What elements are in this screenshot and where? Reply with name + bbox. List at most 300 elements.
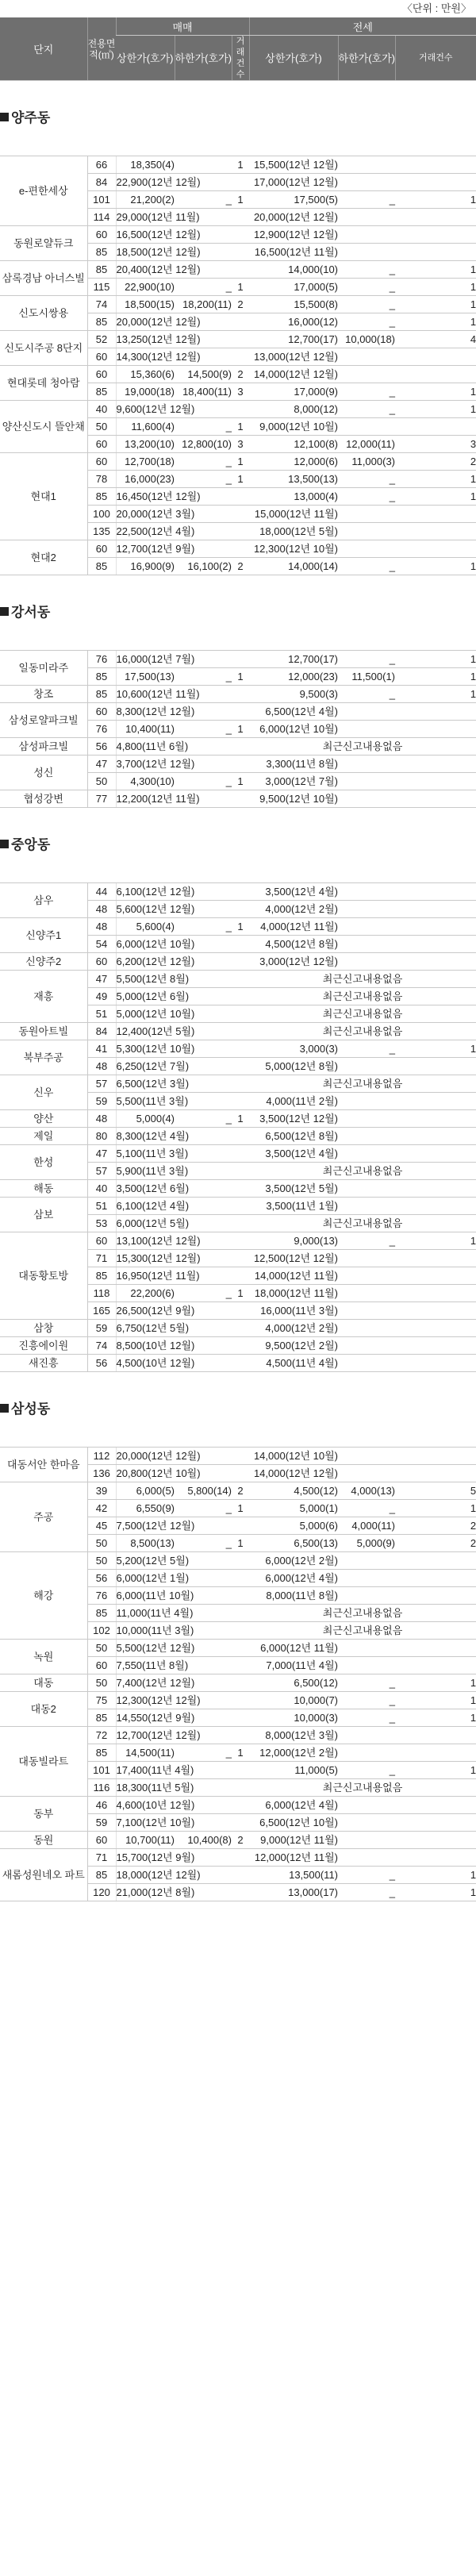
sale-count xyxy=(232,1465,249,1482)
complex-name: 진흥에이원 xyxy=(0,1337,87,1355)
table-row xyxy=(0,1180,476,1198)
sale-upper: 19,000(18) xyxy=(116,383,175,401)
sale-count xyxy=(232,1849,249,1867)
table-row xyxy=(0,953,476,971)
area-value: 85 xyxy=(87,1709,116,1727)
sale-count xyxy=(232,936,249,953)
sale-upper: 13,250(12년 12월) xyxy=(116,331,175,348)
sale-count xyxy=(232,226,249,244)
rent-count: 2 xyxy=(395,1535,476,1552)
sale-upper: 14,300(12년 12월) xyxy=(116,348,175,366)
area-value: 50 xyxy=(87,418,116,436)
area-value: 56 xyxy=(87,1570,116,1587)
area-value: 44 xyxy=(87,883,116,901)
complex-name: 신양주2 xyxy=(0,953,87,971)
area-value: 48 xyxy=(87,1110,116,1128)
rent-upper: 9,500(3) xyxy=(249,686,338,703)
sale-count xyxy=(232,703,249,721)
rent-upper: 6,500(12년 4월) xyxy=(249,703,338,721)
sale-upper: 12,700(12년 12월) xyxy=(116,1727,175,1744)
rent-count: 1 xyxy=(395,191,476,209)
rent-upper: 12,000(23) xyxy=(249,668,338,686)
rent-count: 1 xyxy=(395,1674,476,1692)
rent-count xyxy=(395,1849,476,1867)
area-value: 46 xyxy=(87,1797,116,1814)
rent-count: 1 xyxy=(395,471,476,488)
col-sale-upper: 상한가(호가) xyxy=(116,36,175,81)
sale-upper: 16,500(12년 12월) xyxy=(116,226,175,244)
rent-lower xyxy=(338,244,395,261)
sale-upper: 22,900(12년 12월) xyxy=(116,174,175,191)
table-row xyxy=(0,331,476,348)
sale-count xyxy=(232,1180,249,1198)
area-value: 50 xyxy=(87,1640,116,1657)
complex-name: 대동 xyxy=(0,1674,87,1692)
rent-upper: 12,000(6) xyxy=(249,453,338,471)
area-value: 47 xyxy=(87,755,116,773)
sale-upper: 6,100(12년 12월) xyxy=(116,883,175,901)
rent-upper: 17,000(9) xyxy=(249,383,338,401)
section-title xyxy=(0,81,476,156)
area-value: 45 xyxy=(87,1517,116,1535)
area-value: 101 xyxy=(87,1762,116,1779)
rent-upper: 최근신고내용없음 xyxy=(249,1005,476,1023)
rent-lower xyxy=(338,1093,395,1110)
rent-lower: _ xyxy=(338,191,395,209)
rent-count: 2 xyxy=(395,453,476,471)
rent-count xyxy=(395,1198,476,1215)
rent-lower: _ xyxy=(338,1692,395,1709)
complex-name: 동원로얄듀크 xyxy=(0,226,87,261)
sale-upper: 5,500(12년 8월) xyxy=(116,971,175,988)
sale-upper: 12,200(12년 11월) xyxy=(116,790,175,808)
rent-upper: 최근신고내용없음 xyxy=(249,1023,476,1040)
sale-lower: _ xyxy=(175,1110,232,1128)
sale-upper: 6,000(12년 5월) xyxy=(116,1215,175,1232)
area-value: 48 xyxy=(87,1058,116,1075)
rent-count: 1 xyxy=(395,383,476,401)
area-value: 71 xyxy=(87,1250,116,1267)
rent-lower xyxy=(338,790,395,808)
sale-count: 1 xyxy=(232,721,249,738)
rent-upper: 6,000(12년 4월) xyxy=(249,1570,338,1587)
rent-upper: 7,000(11년 4월) xyxy=(249,1657,338,1674)
sale-lower: _ xyxy=(175,471,232,488)
area-value: 47 xyxy=(87,971,116,988)
table-row xyxy=(0,1674,476,1692)
rent-count xyxy=(395,1465,476,1482)
sale-upper: 4,800(11년 6월) xyxy=(116,738,175,755)
complex-name: 동부 xyxy=(0,1797,87,1832)
sale-upper: 11,600(4) xyxy=(116,418,175,436)
rent-upper: 5,000(12년 8월) xyxy=(249,1058,338,1075)
rent-lower xyxy=(338,721,395,738)
rent-count xyxy=(395,1285,476,1302)
rent-upper: 15,500(8) xyxy=(249,296,338,313)
rent-count xyxy=(395,953,476,971)
sale-upper: 18,500(15) xyxy=(116,296,175,313)
area-value: 49 xyxy=(87,988,116,1005)
table-row xyxy=(0,1797,476,1814)
table-row xyxy=(0,1552,476,1570)
rent-count xyxy=(395,174,476,191)
sale-upper: 5,000(4) xyxy=(116,1110,175,1128)
table-row xyxy=(0,401,476,418)
sale-count xyxy=(232,1232,249,1250)
rent-count xyxy=(395,1640,476,1657)
sale-count: 2 xyxy=(232,366,249,383)
table-row xyxy=(0,1640,476,1657)
sale-upper: 18,000(12년 12월) xyxy=(116,1867,175,1884)
rent-count xyxy=(395,1744,476,1762)
rent-upper: 4,500(12) xyxy=(249,1482,338,1500)
complex-name: 신양주1 xyxy=(0,918,87,953)
complex-name: 해동 xyxy=(0,1180,87,1198)
rent-upper: 10,000(7) xyxy=(249,1692,338,1709)
sale-upper: 8,500(10년 12월) xyxy=(116,1337,175,1355)
sale-upper: 20,800(12년 10월) xyxy=(116,1465,175,1482)
area-value: 60 xyxy=(87,1657,116,1674)
area-value: 59 xyxy=(87,1093,116,1110)
sale-count xyxy=(232,1215,249,1232)
rent-upper: 4,000(12년 2월) xyxy=(249,901,338,918)
sale-count xyxy=(232,1779,249,1797)
square-bullet-icon xyxy=(0,1404,9,1413)
rent-count xyxy=(395,506,476,523)
rent-lower xyxy=(338,1145,395,1163)
rent-lower xyxy=(338,1570,395,1587)
sale-count xyxy=(232,1692,249,1709)
complex-name: 양산 xyxy=(0,1110,87,1128)
table-row xyxy=(0,971,476,988)
sale-upper: 22,200(6) xyxy=(116,1285,175,1302)
table-row xyxy=(0,1145,476,1163)
rent-lower xyxy=(338,1552,395,1570)
sale-count xyxy=(232,1163,249,1180)
rent-lower: _ xyxy=(338,1500,395,1517)
rent-lower xyxy=(338,1832,395,1849)
sale-count xyxy=(232,488,249,506)
table-row xyxy=(0,156,476,174)
rent-count xyxy=(395,1110,476,1128)
rent-upper: 4,500(12년 8월) xyxy=(249,936,338,953)
area-value: 56 xyxy=(87,1355,116,1372)
sale-count: 2 xyxy=(232,1832,249,1849)
sale-count xyxy=(232,174,249,191)
rent-upper: 6,000(12년 2월) xyxy=(249,1552,338,1570)
sale-upper: 10,000(11년 3월) xyxy=(116,1622,175,1640)
sale-count xyxy=(232,971,249,988)
rent-count xyxy=(395,1145,476,1163)
sale-upper: 26,500(12년 9월) xyxy=(116,1302,175,1320)
complex-name: 한성 xyxy=(0,1145,87,1180)
rent-count: 1 xyxy=(395,1692,476,1709)
rent-lower xyxy=(338,209,395,226)
rent-upper: 12,100(8) xyxy=(249,436,338,453)
rent-count: 1 xyxy=(395,668,476,686)
area-value: 60 xyxy=(87,436,116,453)
sale-upper: 6,000(11년 10월) xyxy=(116,1587,175,1605)
rent-lower: 4,000(13) xyxy=(338,1482,395,1500)
rent-count xyxy=(395,1727,476,1744)
rent-upper: 13,000(4) xyxy=(249,488,338,506)
sale-count xyxy=(232,1814,249,1832)
rent-lower: _ xyxy=(338,686,395,703)
sale-upper: 5,200(12년 5월) xyxy=(116,1552,175,1570)
sale-count: 1 xyxy=(232,773,249,790)
area-value: 74 xyxy=(87,1337,116,1355)
rent-count xyxy=(395,1832,476,1849)
sale-upper: 4,500(10년 12월) xyxy=(116,1355,175,1372)
sale-count xyxy=(232,883,249,901)
rent-lower xyxy=(338,1727,395,1744)
area-value: 54 xyxy=(87,936,116,953)
table-row xyxy=(0,918,476,936)
rent-upper: 17,000(5) xyxy=(249,279,338,296)
sale-lower: _ xyxy=(175,918,232,936)
rent-lower xyxy=(338,1320,395,1337)
rent-lower: 11,500(1) xyxy=(338,668,395,686)
sale-upper: 14,500(11) xyxy=(116,1744,175,1762)
rent-lower: _ xyxy=(338,471,395,488)
sale-count: 1 xyxy=(232,453,249,471)
sale-upper: 5,500(12년 12월) xyxy=(116,1640,175,1657)
sale-count xyxy=(232,331,249,348)
rent-lower: 4,000(11) xyxy=(338,1517,395,1535)
sale-count xyxy=(232,901,249,918)
complex-name: 성신 xyxy=(0,755,87,790)
table-row xyxy=(0,1692,476,1709)
sale-lower: _ xyxy=(175,1500,232,1517)
sale-upper: 16,450(12년 12월) xyxy=(116,488,175,506)
area-value: 60 xyxy=(87,1832,116,1849)
rent-lower xyxy=(338,366,395,383)
complex-name: 동원 xyxy=(0,1832,87,1849)
area-value: 53 xyxy=(87,1215,116,1232)
complex-name: 북부주공 xyxy=(0,1040,87,1075)
rent-upper: 3,000(12년 7월) xyxy=(249,773,338,790)
rent-lower xyxy=(338,918,395,936)
sale-upper: 6,200(12년 12월) xyxy=(116,953,175,971)
rent-upper: 4,000(11년 2월) xyxy=(249,1093,338,1110)
sale-upper: 15,700(12년 9월) xyxy=(116,1849,175,1867)
rent-lower xyxy=(338,1250,395,1267)
rent-count: 4 xyxy=(395,331,476,348)
rent-lower xyxy=(338,1337,395,1355)
complex-name: 현대1 xyxy=(0,453,87,540)
rent-count xyxy=(395,1552,476,1570)
sale-count xyxy=(232,1023,249,1040)
rent-count xyxy=(395,226,476,244)
rent-lower: 10,000(18) xyxy=(338,331,395,348)
area-value: 72 xyxy=(87,1727,116,1744)
sale-upper: 18,350(4) xyxy=(116,156,175,174)
rent-count xyxy=(395,1058,476,1075)
table-body xyxy=(0,81,476,1901)
rent-upper: 4,000(12년 2월) xyxy=(249,1320,338,1337)
area-value: 85 xyxy=(87,558,116,575)
area-value: 165 xyxy=(87,1302,116,1320)
complex-name: 삼성파크빌 xyxy=(0,738,87,755)
col-sale: 매매 xyxy=(116,17,249,36)
sale-upper: 16,950(12년 11월) xyxy=(116,1267,175,1285)
rent-lower: 11,000(3) xyxy=(338,453,395,471)
sale-count: 2 xyxy=(232,558,249,575)
sale-upper: 20,000(12년 12월) xyxy=(116,313,175,331)
rent-upper: 10,000(3) xyxy=(249,1709,338,1727)
rent-upper: 12,300(12년 10월) xyxy=(249,540,338,558)
rent-lower xyxy=(338,540,395,558)
rent-upper: 12,500(12년 12월) xyxy=(249,1250,338,1267)
sale-upper: 5,000(12년 10월) xyxy=(116,1005,175,1023)
sale-count xyxy=(232,953,249,971)
sale-count xyxy=(232,651,249,668)
rent-count: 1 xyxy=(395,1500,476,1517)
area-value: 102 xyxy=(87,1622,116,1640)
sale-count: 1 xyxy=(232,1744,249,1762)
sale-count xyxy=(232,1302,249,1320)
sale-upper: 6,000(12년 10월) xyxy=(116,936,175,953)
rent-lower xyxy=(338,1797,395,1814)
sale-count: 2 xyxy=(232,296,249,313)
rent-upper: 6,000(12년 10월) xyxy=(249,721,338,738)
sale-count xyxy=(232,244,249,261)
sale-count: 1 xyxy=(232,156,249,174)
rent-upper: 13,000(17) xyxy=(249,1884,338,1901)
rent-count xyxy=(395,1355,476,1372)
complex-name: 주공 xyxy=(0,1482,87,1552)
complex-name: 삼록경남 아너스빌 xyxy=(0,261,87,296)
rent-lower xyxy=(338,1302,395,1320)
sale-count: 1 xyxy=(232,668,249,686)
rent-count xyxy=(395,918,476,936)
rent-upper: 13,000(12년 12월) xyxy=(249,348,338,366)
sale-count xyxy=(232,1657,249,1674)
area-value: 57 xyxy=(87,1075,116,1093)
sale-lower: _ xyxy=(175,418,232,436)
rent-upper: 최근신고내용없음 xyxy=(249,1075,476,1093)
sale-upper: 22,900(10) xyxy=(116,279,175,296)
rent-count xyxy=(395,209,476,226)
rent-upper: 15,500(12년 12월) xyxy=(249,156,338,174)
area-value: 135 xyxy=(87,523,116,540)
rent-count: 1 xyxy=(395,313,476,331)
rent-upper: 최근신고내용없음 xyxy=(249,738,476,755)
rent-upper: 20,000(12년 12월) xyxy=(249,209,338,226)
rent-count xyxy=(395,883,476,901)
rent-count xyxy=(395,901,476,918)
complex-name: 삼우 xyxy=(0,883,87,918)
area-value: 75 xyxy=(87,1692,116,1709)
sale-upper: 21,200(2) xyxy=(116,191,175,209)
table-row xyxy=(0,1337,476,1355)
rent-count: 5 xyxy=(395,1482,476,1500)
rent-upper: 3,500(12년 5월) xyxy=(249,1180,338,1198)
sale-count xyxy=(232,1058,249,1075)
rent-upper: 최근신고내용없음 xyxy=(249,1779,476,1797)
sale-upper: 7,100(12년 10월) xyxy=(116,1814,175,1832)
sale-upper: 5,100(11년 3월) xyxy=(116,1145,175,1163)
rent-count xyxy=(395,755,476,773)
rent-count xyxy=(395,1570,476,1587)
sale-count xyxy=(232,401,249,418)
sale-upper: 14,550(12년 9월) xyxy=(116,1709,175,1727)
sale-count xyxy=(232,261,249,279)
table-row xyxy=(0,1482,476,1500)
section-title-text: 양주동 xyxy=(11,110,51,125)
sale-count xyxy=(232,1128,249,1145)
sale-count xyxy=(232,1709,249,1727)
table-row xyxy=(0,296,476,313)
rent-lower: _ xyxy=(338,1040,395,1058)
rent-upper: 8,000(12) xyxy=(249,401,338,418)
rent-lower: _ xyxy=(338,383,395,401)
sale-upper: 6,000(5) xyxy=(116,1482,175,1500)
rent-count xyxy=(395,721,476,738)
rent-upper: 9,000(12년 10월) xyxy=(249,418,338,436)
area-value: 50 xyxy=(87,1552,116,1570)
sale-count: 1 xyxy=(232,1285,249,1302)
section-title-text: 중앙동 xyxy=(11,837,51,852)
rent-count xyxy=(395,523,476,540)
rent-upper: 16,000(11년 3월) xyxy=(249,1302,338,1320)
sale-lower: 16,100(2) xyxy=(175,558,232,575)
sale-count: 2 xyxy=(232,1482,249,1500)
area-value: 85 xyxy=(87,383,116,401)
rent-count xyxy=(395,773,476,790)
sale-upper: 6,100(12년 4월) xyxy=(116,1198,175,1215)
sale-upper: 6,750(12년 5월) xyxy=(116,1320,175,1337)
rent-lower: _ xyxy=(338,313,395,331)
rent-upper: 3,300(11년 8월) xyxy=(249,755,338,773)
area-value: 76 xyxy=(87,721,116,738)
rent-lower: _ xyxy=(338,651,395,668)
area-value: 59 xyxy=(87,1320,116,1337)
sale-count xyxy=(232,1517,249,1535)
rent-count xyxy=(395,244,476,261)
table-row xyxy=(0,790,476,808)
area-value: 60 xyxy=(87,226,116,244)
area-value: 41 xyxy=(87,1040,116,1058)
rent-count: 1 xyxy=(395,1884,476,1901)
sale-lower: _ xyxy=(175,668,232,686)
rent-lower xyxy=(338,883,395,901)
table-row xyxy=(0,261,476,279)
rent-upper: 4,500(11년 4월) xyxy=(249,1355,338,1372)
rent-count xyxy=(395,1814,476,1832)
rent-count: 1 xyxy=(395,558,476,575)
col-complex: 단지 xyxy=(0,17,87,81)
rent-upper: 16,000(12) xyxy=(249,313,338,331)
sale-count xyxy=(232,686,249,703)
rent-upper: 14,000(14) xyxy=(249,558,338,575)
complex-name: 일동미라주 xyxy=(0,651,87,686)
rent-lower xyxy=(338,1640,395,1657)
rent-upper: 14,000(10) xyxy=(249,261,338,279)
sale-lower: _ xyxy=(175,721,232,738)
sale-count xyxy=(232,1320,249,1337)
rent-lower: _ xyxy=(338,1709,395,1727)
area-value: 50 xyxy=(87,773,116,790)
table-row xyxy=(0,686,476,703)
sale-lower: 10,400(8) xyxy=(175,1832,232,1849)
rent-upper: 12,700(17) xyxy=(249,331,338,348)
rent-lower: _ xyxy=(338,558,395,575)
rent-count xyxy=(395,1797,476,1814)
rent-upper: 6,000(12년 11월) xyxy=(249,1640,338,1657)
rent-upper: 3,500(12년 4월) xyxy=(249,1145,338,1163)
section-header xyxy=(0,808,476,883)
